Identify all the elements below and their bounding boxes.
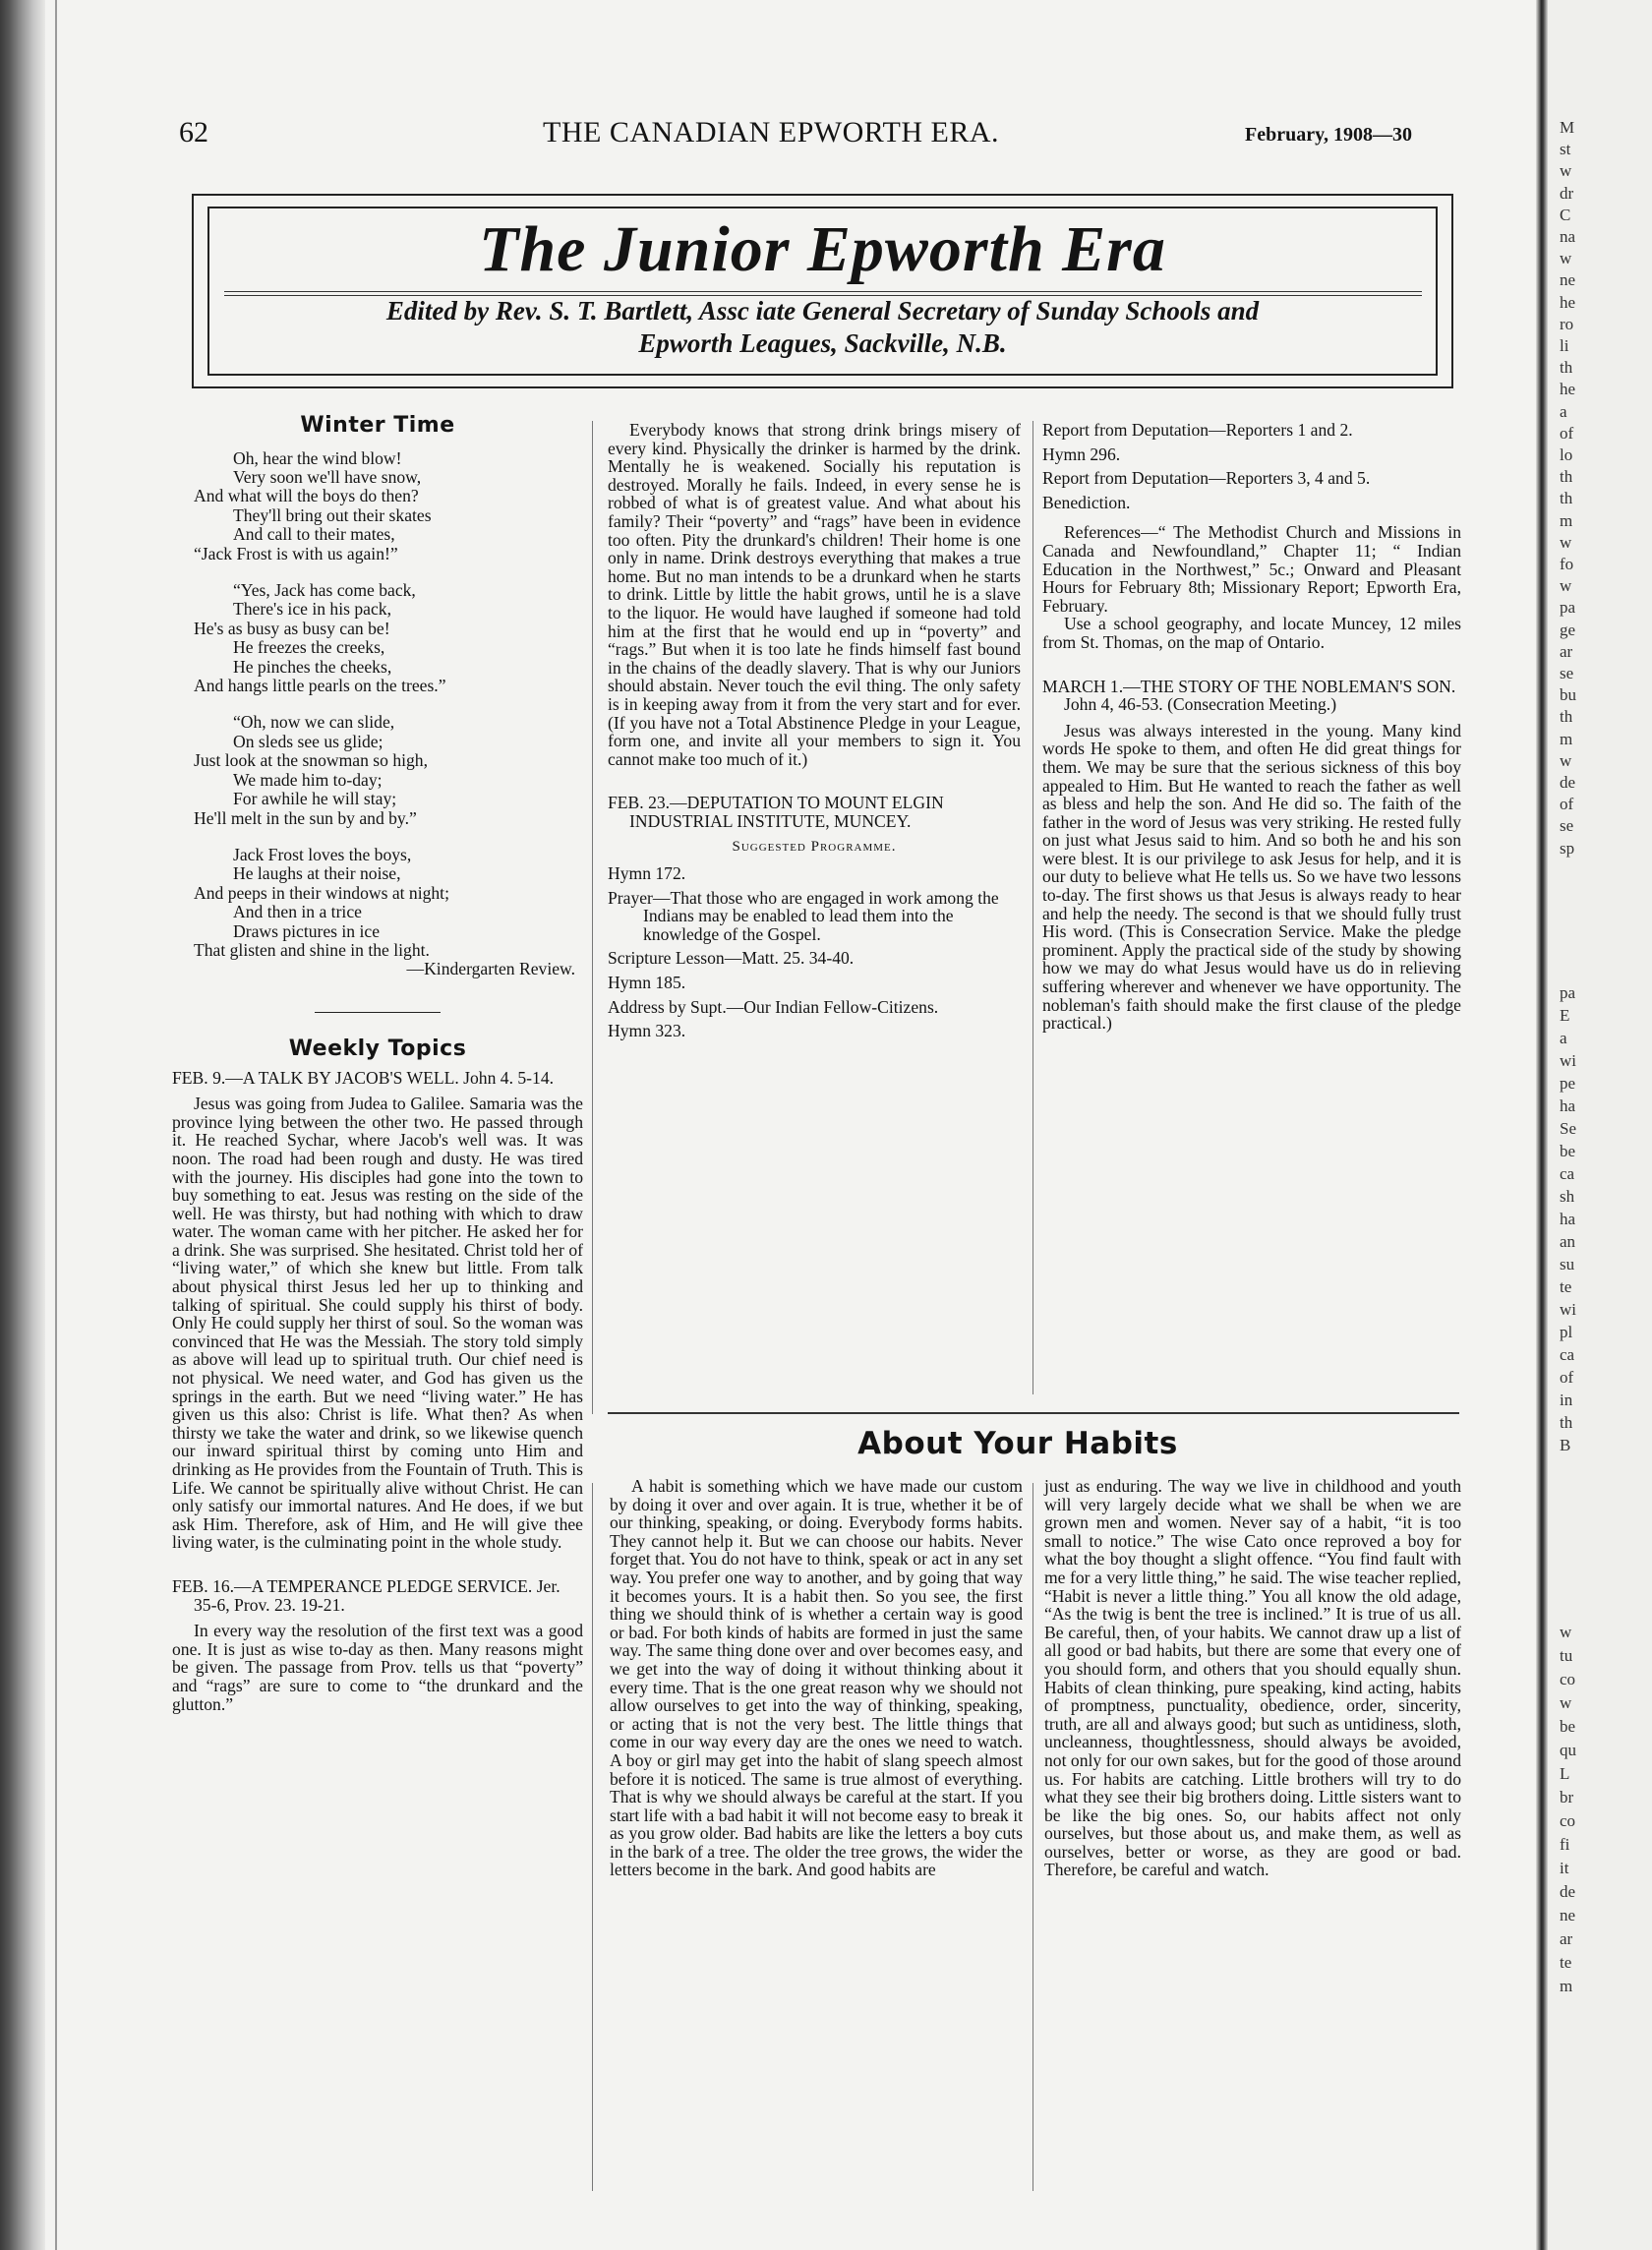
next-page-fragment: be [1560,1142,1576,1160]
poem-stanza [172,846,583,960]
poem-line: Just look at the snowman so high, [194,750,428,771]
column-rule-1b [592,1483,593,2191]
next-page-fragment: su [1560,1255,1575,1273]
poem-line: He'll melt in the sun by and by.” [194,807,417,828]
next-page-fragment: na [1560,227,1576,246]
next-page-fragment: a [1560,401,1567,421]
next-page-fragment: sh [1560,1187,1575,1206]
next-page-fragment: C [1560,205,1571,224]
column-2 [608,421,1021,1046]
programme-item: Report from Deputation—Reporters 1 and 2. [1042,420,1353,440]
programme-list-a [608,864,1021,1040]
column-rule-1 [592,421,593,1414]
next-page-fragment: fi [1560,1835,1570,1854]
habits-body-left: A habit is something which we have made our custom by doing it over and over again. It is true, whether it be of our thinking, speaking, or doing. Everybody forms habits. They cannot help it. But we can choose our habits. Never forget that. You do not have to think, speak or act in any set way. You prefer one way to another, and by going that way it becomes yours. It is a habit then. So you see, the first thing we should think of is whether a certain way is good or bad. For both kinds of habits are formed in just the same way. The same thing done over and over becomes easy, and we get into the way of doing it without thinking about it every time. That is the one great reason why we should not allow ourselves to get into the way of thinking, speaking, or acting that is not the very best. The little things that come in our way every day are the ones we need to watch. A boy or girl may get into the habit of slang speech almost before it is noticed. The same is true almost of everything. That is why we should always be careful at the start. If you start life with a bad habit it will not become easy to break it as you grow older. Bad habits are like the letters a boy cuts in the bark of a tree. The older the tree grows, the wider the letters become in the bark. And good habits are [610,1476,1023,1880]
poem-line: He's as busy as busy can be! [194,618,390,638]
programme-item: Scripture Lesson—Matt. 25. 34-40. [608,948,855,969]
next-page-fragment: se [1560,816,1574,836]
masthead: THE CANADIAN EPWORTH ERA. [543,116,999,148]
next-page-fragment: w [1560,1693,1572,1712]
title-rule-top [224,291,1422,292]
programme-item: Address by Supt.—Our Indian Fellow-Citizens. [608,996,939,1017]
next-page-fragment: m [1560,729,1573,748]
next-page-fragment: qu [1560,1741,1576,1759]
poem-line: That glisten and shine in the light. [194,939,430,960]
next-page-fragment: a [1560,1029,1567,1047]
next-page-fragment: w [1560,161,1572,181]
next-page-fragment: th [1560,489,1573,508]
next-page-fragment: wi [1560,1051,1576,1070]
next-page-fragment: co [1560,1811,1576,1830]
feb9-heading: FEB. 9.—A TALK BY JACOB'S WELL. John 4. 5-14. [172,1067,555,1088]
next-page-fragment: br [1560,1788,1574,1806]
feb16-body-a: In every way the resolution of the first text was a good one. It is just as wise to-day as then. Many reasons might be given. The passage from Prov. tells us that “poverty” and “rags” are sure to come to “the drunkard and the glutton.” [172,1621,583,1714]
next-page-fragment: bu [1560,685,1576,705]
next-page-fragment: pa [1560,983,1576,1002]
section-title: The Junior Epworth Era [479,213,1166,285]
poem-line: And what will the boys do then? [194,486,419,506]
book-binding [0,0,45,2250]
next-page-fragment: an [1560,1232,1576,1251]
next-page-fragment: de [1560,773,1576,792]
poem-line: He pinches the cheeks, [233,656,392,677]
next-page-fragment: m [1560,510,1573,530]
feb9-body: Jesus was going from Judea to Galilee. Samaria was the province lying between the other two. He passed through it. He reached Sychar, where Jacob's well was. It was noon. The road had been rough and dusty. He was tired with the journey. His disciples had gone into the town to buy something to eat. Jesus was resting on the side of the well. He was thirsty, but had nothing with which to draw water. The woman came with her pitcher. He asked her for a drink. She was surprised. She hesitated. Christ told her of “living water,” of which she knew but little. From talk about physical thirst Jesus led her up to thinking and talking of spiritual. She could supply his thirst of body. Only He could supply her thirst of soul. So the woman was convinced that He was the Messiah. The story told simply as above will lead up to spiritual truth. Our chief need is not physical. We need water, and God has given us the springs in the earth. But we need “living water.” He has given us this also: Christ is life. What then? As when thirsty we take the water and drink, so we likewise quench our inward spiritual thirst by coming unto Him and drinking as He provides from the Fountain of Truth. This is Life. We cannot be spiritually alive without Christ. He can only satisfy our immortal natures. And He does, if we but ask Him. Therefore, ask of Him, and He will give thee living water, is the culminating point in the whole study. [172,1094,583,1553]
poem-stanza [172,449,583,563]
poem-line: And peeps in their windows at night; [194,882,449,903]
poem-line: “Jack Frost is with us again!” [194,543,398,563]
poem-line: “Oh, now we can slide, [233,712,395,733]
habits-column-left [610,1477,1023,1879]
editor-line-1: Edited by Rev. S. T. Bartlett, Assc iate General Secretary of Sunday Schools and [385,296,1260,326]
next-page-fragment: sp [1560,838,1575,858]
poem-line: He laughs at their noise, [233,863,401,884]
next-page-fragment: tu [1560,1646,1573,1665]
next-page-fragment: st [1560,140,1571,159]
poem-body [172,449,583,961]
geography-note: Use a school geography, and locate Muncey, 12 miles from St. Thomas, on the map of Ontario. [1042,614,1461,652]
poem-line: Very soon we'll have snow, [233,467,422,487]
feb16-body-b: Everybody knows that strong drink brings misery of every kind. Physically the drinker is harmed by the drink. Mentally he is weakened. Socially his reputation is destroyed. Morally he fails. Indeed, in every sense he is robbed of what is of greatest value. And what about his family? Their “poverty” and “rags” have been in evidence too often. Pity the drunkard's children! Their home is one only in name. Drink destroys everything that makes a true home. But no man intends to be a drunkard when he starts to drink. Little by little the habit grows, until he is a slave to the liquor. He would have laughed if someone had told him at the first that he would end up in “poverty” and “rags.” But when it is too late he finds himself fast bound in the chains of the deadly slavery. That is why our Juniors should abstain. Never touch the evil thing. The only safety is in keeping away from it from the very start and for ever. (If you have not a Total Abstinence Pledge in your League, form one, and invite all your members to sign it. You cannot make too much of it.) [608,420,1021,769]
next-page-fragment: it [1560,1859,1569,1877]
column-3 [1042,421,1461,1033]
poem-line: And then in a trice [233,902,362,922]
next-page-fragment: ha [1560,1096,1576,1115]
editor-line-2: Epworth Leagues, Sackville, N.B. [638,328,1007,358]
weekly-topics-title: Weekly Topics [288,1036,467,1061]
next-page-fragment: li [1560,336,1569,355]
march-heading: MARCH 1.—THE STORY OF THE NOBLEMAN'S SON. John 4, 46-53. (Consecration Meeting.) [1042,676,1456,715]
programme-item: Hymn 296. [1042,444,1121,464]
next-page-fragment: ne [1560,1906,1576,1924]
poem-title: Winter Time [300,413,455,438]
next-page-fragment: ca [1560,1164,1575,1183]
next-page-fragment: of [1560,1368,1574,1387]
next-page-fragment: th [1560,467,1573,487]
next-page-fragment: pe [1560,1074,1576,1093]
next-page-fragment: L [1560,1764,1570,1783]
next-page-fragment: te [1560,1277,1572,1296]
poem-line: There's ice in his pack, [233,599,391,620]
next-page-fragment: th [1560,1413,1573,1432]
poem-credit: —Kindergarten Review. [406,959,575,979]
habits-body-right: just as enduring. The way we live in childhood and youth will very largely decide what we shall be when we are grown men and women. Never say of a habit, “it is too small to notice.” The wise Cato once reproved a boy for what the boy thought a slight offence. “You find fault with me for a very little thing,” he said. The wise teacher replied, “Habit is never a little thing.” You all know the old adage, “As the twig is bent the tree is inclined.” It is true of us all. Be careful, then, of your habits. We cannot draw up a list of all good or bad habits, but there are some that every one of you should form, and others that you should equally shun. Habits of clean thinking, pure speaking, kind acting, habits of promptness, punctuality, obedience, order, sincerity, truth, are all and always good; but such as untidiness, sloth, uncleanness, thoughtlessness, should always be avoided, not only for our own sakes, but for the good of those around us. For habits are catching. Little brothers will try to do what they see their big brothers doing. Little sisters want to be like the big ones. So, our habits affect not only ourselves, but those about us, and make them, as well as ourselves, better or worse, as they are good or bad. Therefore, be careful and watch. [1044,1476,1461,1880]
next-page-fragment: m [1560,1977,1573,1995]
next-page-fragment: of [1560,423,1574,443]
habits-title: About Your Habits [857,1426,1178,1461]
next-page-fragment: w [1560,532,1572,552]
poem-line: Oh, hear the wind blow! [233,447,402,468]
next-page-fragment: he [1560,380,1576,399]
poem-line: We made him to-day; [233,769,383,790]
references: References—“ The Methodist Church and Missions in Canada and Newfoundland,” Chapter 11; “ Indian Education in the Northwest,” 5c.; Onward and Pleasant Hours for February 8th; Missionary Report; Epworth Era, February. [1042,522,1461,616]
next-page-fragment: E [1560,1006,1570,1025]
next-page-fragment: lo [1560,445,1573,464]
poem-line: Draws pictures in ice [233,920,381,941]
programme-item: Hymn 172. [608,863,686,884]
column-rule-2 [1032,421,1033,1394]
next-page-fragment: pl [1560,1323,1573,1341]
separator-rule [315,1012,441,1013]
next-page-fragment: he [1560,292,1576,312]
next-page-fragment: pa [1560,598,1576,618]
poem-line: They'll bring out their skates [233,504,432,525]
poem-line: On sleds see us glide; [233,731,384,751]
next-page-fragment: se [1560,664,1574,682]
next-page-fragment: th [1560,358,1573,378]
next-page-fragment: te [1560,1953,1572,1972]
page-number: 62 [179,116,208,148]
next-page-fragment: ca [1560,1345,1575,1364]
poem-line: He freezes the creeks, [233,637,385,658]
programme-label: Suggested Programme. [732,839,897,856]
next-page-fragment: w [1560,1623,1572,1641]
programme-list-b [1042,421,1461,511]
column-1 [172,413,583,1714]
next-page-fragment: ha [1560,1210,1576,1228]
next-page-fragment: ar [1560,641,1573,661]
section-divider [608,1412,1459,1414]
issue-date: February, 1908—30 [1245,124,1412,146]
book-gutter [1536,0,1548,2250]
programme-item: Benediction. [1042,492,1131,512]
poem-line: “Yes, Jack has come back, [233,580,416,601]
poem-line: Jack Frost loves the boys, [233,844,412,864]
next-page-fragment: w [1560,750,1572,770]
next-page-fragment: ro [1560,314,1574,333]
next-page-strip [1548,0,1652,2250]
poem-stanza [172,713,583,827]
poem-stanza [172,581,583,695]
habits-column-right [1044,1477,1461,1879]
feb23-heading: FEB. 23.—DEPUTATION TO MOUNT ELGIN INDUSTRIAL INSTITUTE, MUNCEY. [608,793,944,831]
next-page-fragment: Se [1560,1119,1576,1138]
next-page-fragment: in [1560,1391,1573,1409]
next-page-fragment: fo [1560,555,1574,573]
next-page-fragment: M [1560,118,1575,137]
programme-item: Hymn 185. [608,973,686,993]
next-page-fragment: dr [1560,183,1574,203]
poem-line: For awhile he will stay; [233,789,397,809]
programme-item: Report from Deputation—Reporters 3, 4 and 5. [1042,468,1371,489]
next-page-fragment: be [1560,1717,1576,1736]
next-page-fragment: wi [1560,1300,1576,1319]
march-body: Jesus was always interested in the young. Many kind words He spoke to them, and often He did great things for them. We may be sure that the serious sickness of this boy appealed to Him. But He wanted to reach the father as well as bless and help the son. And He did so. The faith of the father in the word of Jesus was very striking. He rested fully on just what Jesus said to him. And so both he and his son were blest. It is our privilege to ask Jesus for help, and it is our duty to believe what He tells us. So we have two lessons to-day. The first shows us that Jesus is always ready to hear and help the needy. The second is that we should fully trust His word. (This is Consecration Service. Make the pledge prominent. Apply the practical side of the study by showing how we may do what Jesus would have us do in relieving suffering wherever and whenever we have opportunity. The nobleman's faith should make the first clause of the pledge practical.) [1042,720,1461,1034]
programme-item: Prayer—That those who are engaged in work among the Indians may be enabled to lead them into the knowledge of the Gospel. [608,887,999,944]
page-edge-line [55,0,57,2250]
next-page-fragment: de [1560,1882,1576,1901]
poem-line: And call to their mates, [233,524,395,545]
next-page-fragment: th [1560,707,1573,727]
next-page-fragment: co [1560,1670,1576,1688]
next-page-fragment: w [1560,576,1572,596]
next-page-fragment: ge [1560,620,1576,639]
programme-item: Hymn 323. [608,1021,686,1041]
feb16-heading: FEB. 16.—A TEMPERANCE PLEDGE SERVICE. Jer. 35-6, Prov. 23. 19-21. [172,1575,560,1615]
column-rule-3 [1032,1483,1033,2191]
poem-line: And hangs little pearls on the trees.” [194,676,446,696]
next-page-fragment: w [1560,249,1572,268]
next-page-fragment: B [1560,1436,1571,1454]
next-page-fragment: ne [1560,270,1576,290]
next-page-fragment: of [1560,795,1574,814]
next-page-fragment: ar [1560,1929,1573,1948]
